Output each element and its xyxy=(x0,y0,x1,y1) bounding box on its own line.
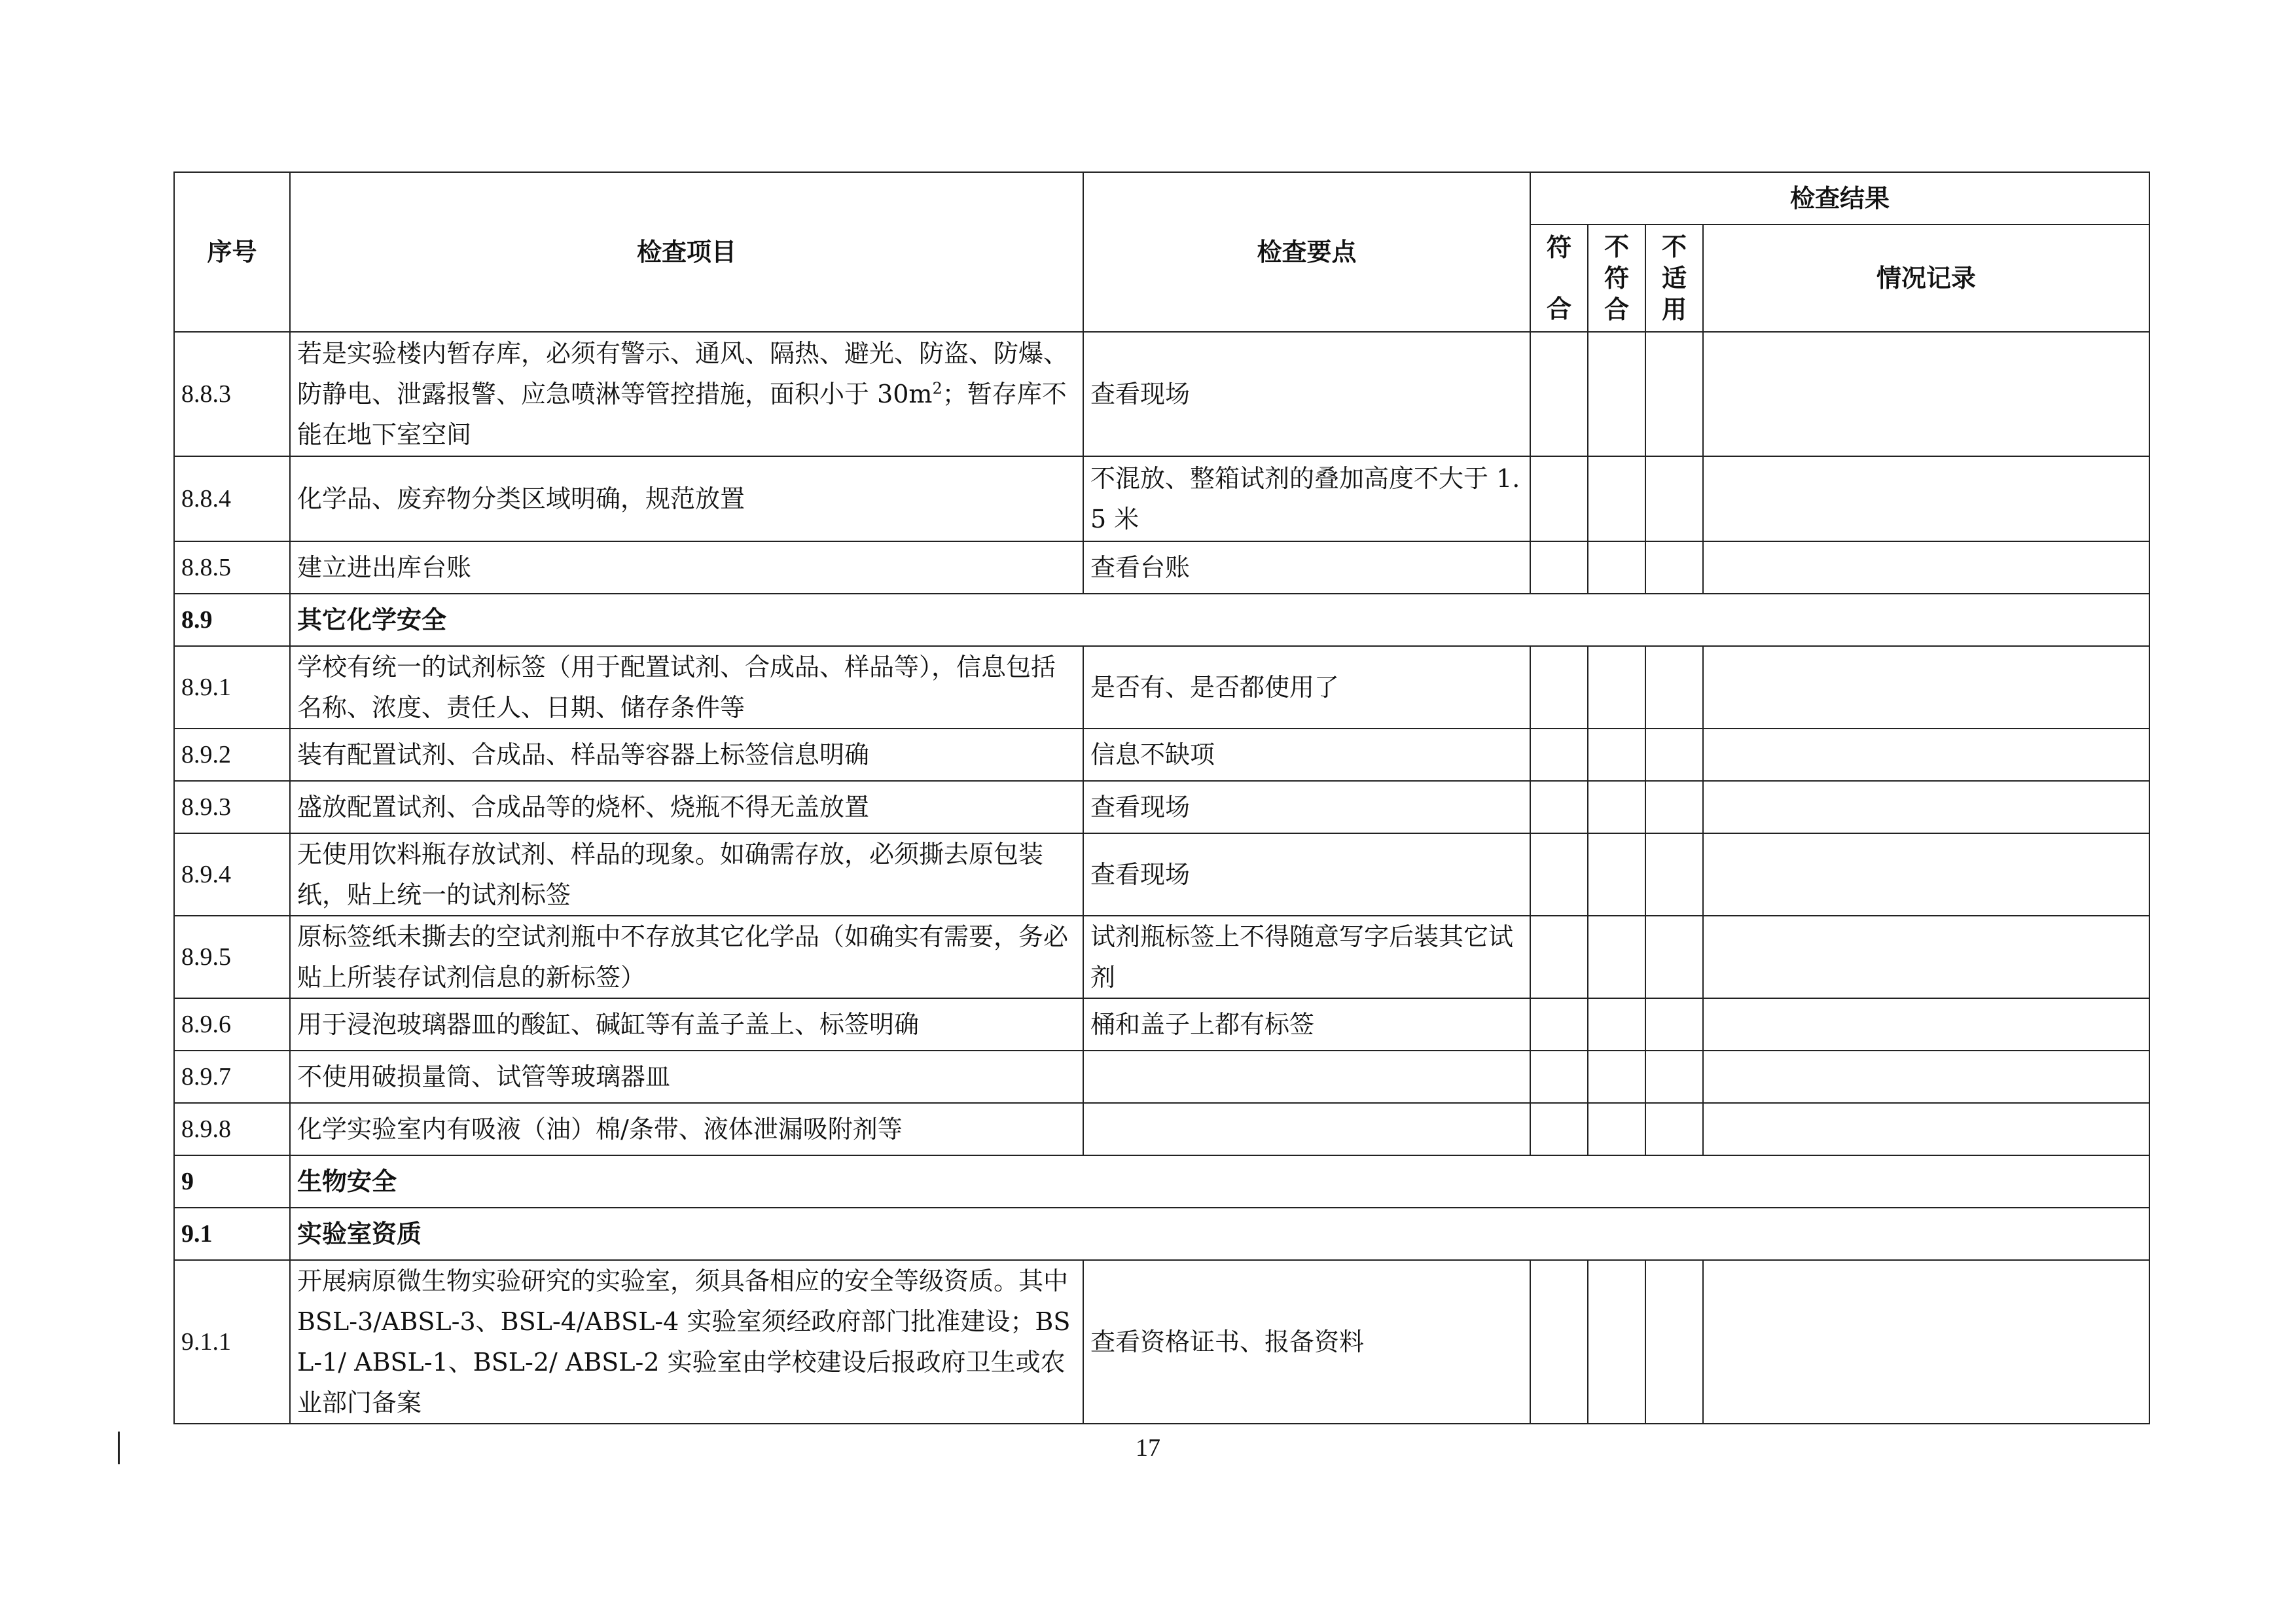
check-conform[interactable] xyxy=(1530,1103,1588,1155)
check-conform[interactable] xyxy=(1530,916,1588,998)
row-no: 8.9.5 xyxy=(174,916,290,998)
table-row xyxy=(174,998,2149,1051)
record-cell[interactable] xyxy=(1703,998,2149,1051)
table-row xyxy=(174,729,2149,781)
row-point xyxy=(1083,1103,1530,1155)
check-conform[interactable] xyxy=(1530,1051,1588,1103)
record-cell[interactable] xyxy=(1703,729,2149,781)
record-cell[interactable] xyxy=(1703,1260,2149,1424)
table-row xyxy=(174,332,2149,456)
check-not-applicable[interactable] xyxy=(1645,916,1703,998)
margin-marker xyxy=(118,1432,120,1464)
row-no: 8.9.6 xyxy=(174,998,290,1051)
row-point: 信息不缺项 xyxy=(1083,729,1530,781)
check-conform[interactable] xyxy=(1530,1260,1588,1424)
check-not-applicable[interactable] xyxy=(1645,1103,1703,1155)
table-row xyxy=(174,781,2149,833)
record-cell[interactable] xyxy=(1703,916,2149,998)
row-item: 原标签纸未撕去的空试剂瓶中不存放其它化学品（如确实有需要，务必贴上所装存试剂信息的新标签） xyxy=(290,916,1083,998)
table-row xyxy=(174,833,2149,916)
record-cell[interactable] xyxy=(1703,541,2149,594)
section-title: 其它化学安全 xyxy=(290,594,2149,646)
section-row xyxy=(174,1155,2149,1208)
check-not-applicable[interactable] xyxy=(1645,541,1703,594)
check-nonconform[interactable] xyxy=(1588,646,1645,729)
row-no: 8.9.4 xyxy=(174,833,290,916)
section-no: 8.9 xyxy=(174,594,290,646)
header-record: 情况记录 xyxy=(1703,225,2149,332)
row-no: 8.8.4 xyxy=(174,456,290,541)
row-no: 8.9.1 xyxy=(174,646,290,729)
check-nonconform[interactable] xyxy=(1588,332,1645,456)
table-row xyxy=(174,1051,2149,1103)
page-number: 17 xyxy=(1136,1434,1160,1462)
row-item: 装有配置试剂、合成品、样品等容器上标签信息明确 xyxy=(290,729,1083,781)
row-point: 查看现场 xyxy=(1083,781,1530,833)
check-not-applicable[interactable] xyxy=(1645,1051,1703,1103)
header-no: 序号 xyxy=(174,172,290,332)
record-cell[interactable] xyxy=(1703,1103,2149,1155)
check-nonconform[interactable] xyxy=(1588,916,1645,998)
section-no: 9.1 xyxy=(174,1208,290,1260)
section-title: 生物安全 xyxy=(290,1155,2149,1208)
row-item: 不使用破损量筒、试管等玻璃器皿 xyxy=(290,1051,1083,1103)
row-item: 无使用饮料瓶存放试剂、样品的现象。如确需存放，必须撕去原包装纸，贴上统一的试剂标签 xyxy=(290,833,1083,916)
row-point: 是否有、是否都使用了 xyxy=(1083,646,1530,729)
header-conform: 符 合 xyxy=(1530,225,1588,332)
check-not-applicable[interactable] xyxy=(1645,456,1703,541)
inspection-table xyxy=(173,171,2150,1424)
row-no: 8.9.3 xyxy=(174,781,290,833)
record-cell[interactable] xyxy=(1703,456,2149,541)
record-cell[interactable] xyxy=(1703,332,2149,456)
check-conform[interactable] xyxy=(1530,332,1588,456)
check-nonconform[interactable] xyxy=(1588,1051,1645,1103)
row-point: 桶和盖子上都有标签 xyxy=(1083,998,1530,1051)
record-cell[interactable] xyxy=(1703,1051,2149,1103)
check-conform[interactable] xyxy=(1530,781,1588,833)
row-item: 盛放配置试剂、合成品等的烧杯、烧瓶不得无盖放置 xyxy=(290,781,1083,833)
row-point: 查看资格证书、报备资料 xyxy=(1083,1260,1530,1424)
row-no: 8.9.2 xyxy=(174,729,290,781)
check-conform[interactable] xyxy=(1530,998,1588,1051)
check-conform[interactable] xyxy=(1530,833,1588,916)
row-point: 查看台账 xyxy=(1083,541,1530,594)
row-item: 学校有统一的试剂标签（用于配置试剂、合成品、样品等），信息包括名称、浓度、责任人、日期、储存条件等 xyxy=(290,646,1083,729)
row-point: 试剂瓶标签上不得随意写字后装其它试剂 xyxy=(1083,916,1530,998)
row-item: 建立进出库台账 xyxy=(290,541,1083,594)
check-nonconform[interactable] xyxy=(1588,541,1645,594)
check-nonconform[interactable] xyxy=(1588,1103,1645,1155)
record-cell[interactable] xyxy=(1703,781,2149,833)
row-item: 用于浸泡玻璃器皿的酸缸、碱缸等有盖子盖上、标签明确 xyxy=(290,998,1083,1051)
table-row xyxy=(174,1103,2149,1155)
check-not-applicable[interactable] xyxy=(1645,729,1703,781)
section-row xyxy=(174,594,2149,646)
table-row xyxy=(174,1260,2149,1424)
row-item: 若是实验楼内暂存库，必须有警示、通风、隔热、避光、防盗、防爆、防静电、泄露报警、应急喷淋等管控措施，面积小于 $30m^2$；暂存库不能在地下室空间 xyxy=(290,332,1083,456)
check-not-applicable[interactable] xyxy=(1645,781,1703,833)
check-not-applicable[interactable] xyxy=(1645,998,1703,1051)
table-row xyxy=(174,646,2149,729)
check-not-applicable[interactable] xyxy=(1645,646,1703,729)
row-point: 不混放、整箱试剂的叠加高度不大于 1.5 米 xyxy=(1083,456,1530,541)
row-no: 8.9.7 xyxy=(174,1051,290,1103)
check-nonconform[interactable] xyxy=(1588,998,1645,1051)
section-row xyxy=(174,1208,2149,1260)
table-row xyxy=(174,456,2149,541)
check-conform[interactable] xyxy=(1530,456,1588,541)
record-cell[interactable] xyxy=(1703,833,2149,916)
record-cell[interactable] xyxy=(1703,646,2149,729)
section-title: 实验室资质 xyxy=(290,1208,2149,1260)
check-not-applicable[interactable] xyxy=(1645,332,1703,456)
header-nonconform: 不 符 合 xyxy=(1588,225,1645,332)
check-nonconform[interactable] xyxy=(1588,729,1645,781)
check-nonconform[interactable] xyxy=(1588,1260,1645,1424)
check-nonconform[interactable] xyxy=(1588,456,1645,541)
row-point: 查看现场 xyxy=(1083,833,1530,916)
row-item: 化学实验室内有吸液（油）棉/条带、液体泄漏吸附剂等 xyxy=(290,1103,1083,1155)
header-point: 检查要点 xyxy=(1083,172,1530,332)
header-not-applicable: 不 适 用 xyxy=(1645,225,1703,332)
row-point xyxy=(1083,1051,1530,1103)
row-item: 开展病原微生物实验研究的实验室，须具备相应的安全等级资质。其中 BSL-3/ABSL-3、BSL-4/ABSL-4 实验室须经政府部门批准建设；BSL-1/ ABSL-1、BSL-2/ ABSL-2 实验室由学校建设后报政府卫生或农业部门备案 xyxy=(290,1260,1083,1424)
table-row xyxy=(174,541,2149,594)
check-conform[interactable] xyxy=(1530,541,1588,594)
header-result: 检查结果 xyxy=(1530,172,2149,225)
check-not-applicable[interactable] xyxy=(1645,833,1703,916)
row-no: 8.9.8 xyxy=(174,1103,290,1155)
row-point: 查看现场 xyxy=(1083,332,1530,456)
header-item: 检查项目 xyxy=(290,172,1083,332)
row-no: 8.8.5 xyxy=(174,541,290,594)
check-nonconform[interactable] xyxy=(1588,781,1645,833)
check-not-applicable[interactable] xyxy=(1645,1260,1703,1424)
row-no: 9.1.1 xyxy=(174,1260,290,1424)
check-nonconform[interactable] xyxy=(1588,833,1645,916)
table-row xyxy=(174,916,2149,998)
row-item: 化学品、废弃物分类区域明确，规范放置 xyxy=(290,456,1083,541)
row-no: 8.8.3 xyxy=(174,332,290,456)
check-conform[interactable] xyxy=(1530,729,1588,781)
check-conform[interactable] xyxy=(1530,646,1588,729)
section-no: 9 xyxy=(174,1155,290,1208)
